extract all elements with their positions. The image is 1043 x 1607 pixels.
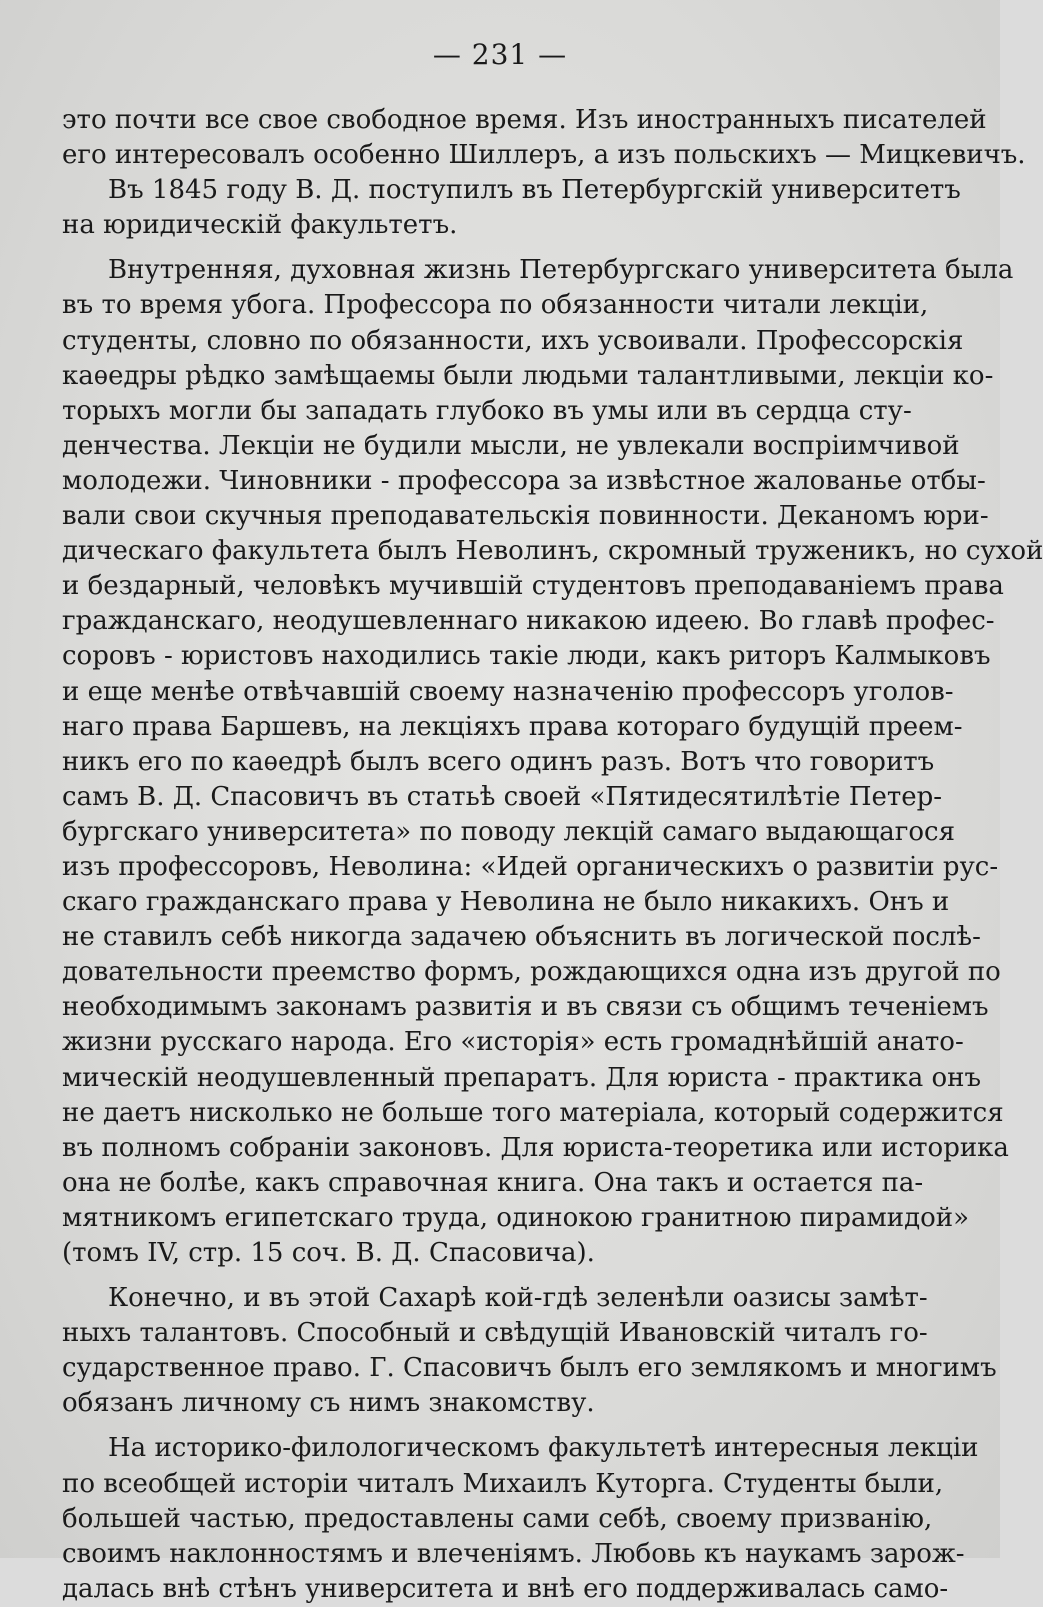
text-line: большей частью, предоставлены сами себѣ, своему призванію,	[62, 1503, 933, 1534]
paragraph	[62, 173, 961, 243]
text-line: ныхъ талантовъ. Способный и свѣдущій Ивановскій читалъ го-	[62, 1318, 928, 1349]
text-line: Въ 1845 году В. Д. поступилъ въ Петербургскій университетъ	[108, 175, 961, 206]
text-line: изъ профессоровъ, Неволина: «Идей органическихъ о развитіи рус-	[62, 851, 999, 882]
text-line: сударственное право. Г. Спасовичъ былъ его землякомъ и многимъ	[62, 1353, 997, 1384]
text-line: обязанъ личному съ нимъ знакомству.	[62, 1388, 595, 1419]
text-line: мятникомъ египетскаго труда, одинокою гранитною пирамидой»	[62, 1202, 969, 1233]
text-line: каѳедры рѣдко замѣщаемы были людьми талантливыми, лекціи ко-	[62, 360, 994, 391]
text-line: молодежи. Чиновники - профессора за извѣстное жалованье отбы-	[62, 465, 986, 496]
text-line: соровъ - юристовъ находились такіе люди, какъ риторъ Калмыковъ	[62, 641, 991, 672]
text-line: жизни русскаго народа. Его «исторія» есть громаднѣйшій анато-	[62, 1027, 964, 1058]
text-line: не ставилъ себѣ никогда задачею объяснить въ логической послѣ-	[62, 922, 981, 953]
text-line: его интересовалъ особенно Шиллеръ, а изъ польскихъ — Мицкевичъ.	[62, 140, 1026, 171]
text-line: (томъ IV, стр. 15 соч. В. Д. Спасовича).	[62, 1238, 595, 1268]
text-line: въ полномъ собраніи законовъ. Для юриста-теоретика или историка	[62, 1132, 1009, 1163]
text-line: наго права Баршевъ, на лекціяхъ права котораго будущій преем-	[62, 711, 963, 742]
text-line: она не болѣе, какъ справочная книга. Она такъ и остается па-	[62, 1167, 924, 1198]
paragraph	[62, 1431, 979, 1606]
text-line: бургскаго университета» по поводу лекцій самаго выдающагося	[62, 816, 956, 847]
paragraph	[62, 103, 1026, 173]
paragraph	[62, 253, 1043, 1271]
text-line: студенты, словно по обязанности, ихъ усвоивали. Профессорскія	[62, 325, 964, 356]
text-line: далась внѣ стѣнъ университета и внѣ его поддерживалась само-	[62, 1573, 949, 1604]
text-line: денчества. Лекціи не будили мысли, не увлекали воспріимчивой	[62, 430, 960, 461]
text-line: никъ его по каѳедрѣ былъ всего одинъ разъ. Вотъ что говоритъ	[62, 746, 935, 777]
text-line: самъ В. Д. Спасовичъ въ статьѣ своей «Пятидесятилѣтіе Петер-	[62, 781, 943, 812]
text-line: вали свои скучныя преподавательскія повинности. Деканомъ юри-	[62, 501, 989, 532]
text-line: гражданскаго, неодушевленнаго никакою идеею. Во главѣ профес-	[62, 606, 995, 637]
text-line: Внутренняя, духовная жизнь Петербургскаго университета была	[108, 255, 1014, 286]
page-number: — 231 —	[432, 38, 568, 71]
text-line: торыхъ могли бы западать глубоко въ умы или въ сердца сту-	[62, 395, 912, 426]
text-line: скаго гражданскаго права у Неволина не было никакихъ. Онъ и	[62, 887, 950, 918]
text-line: мическій неодушевленный препаратъ. Для юриста - практика онъ	[62, 1062, 982, 1093]
body-text	[62, 103, 1043, 1607]
text-line: необходимымъ законамъ развитія и въ связи съ общимъ теченіемъ	[62, 992, 989, 1023]
text-line: и бездарный, человѣкъ мучившій студентовъ преподаваніемъ права	[62, 571, 1004, 602]
text-line: и еще менѣе отвѣчавшій своему назначенію профессоръ уголов-	[62, 676, 954, 707]
text-line: не даетъ нисколько не больше того матеріала, который содержится	[62, 1097, 1004, 1128]
text-line: На историко-филологическомъ факультетѣ интересныя лекціи	[108, 1433, 979, 1464]
text-line: это почти все свое свободное время. Изъ иностранныхъ писателей	[62, 105, 987, 135]
text-line: довательности преемство формъ, рождающихся одна изъ другой по	[62, 957, 1001, 988]
text-line: своимъ наклонностямъ и влеченіямъ. Любовь къ наукамъ зарож-	[62, 1538, 965, 1569]
text-line: Конечно, и въ этой Сахарѣ кой-гдѣ зеленѣли оазисы замѣт-	[108, 1283, 928, 1314]
text-line: въ то время убога. Профессора по обязанности читали лекціи,	[62, 290, 929, 321]
text-line: дическаго факультета былъ Неволинъ, скромный труженикъ, но сухой	[62, 536, 1043, 567]
text-line: на юридическій факультетъ.	[62, 210, 458, 241]
text-line: по всеобщей исторіи читалъ Михаилъ Куторга. Студенты были,	[62, 1468, 944, 1499]
paragraph	[62, 1281, 997, 1421]
